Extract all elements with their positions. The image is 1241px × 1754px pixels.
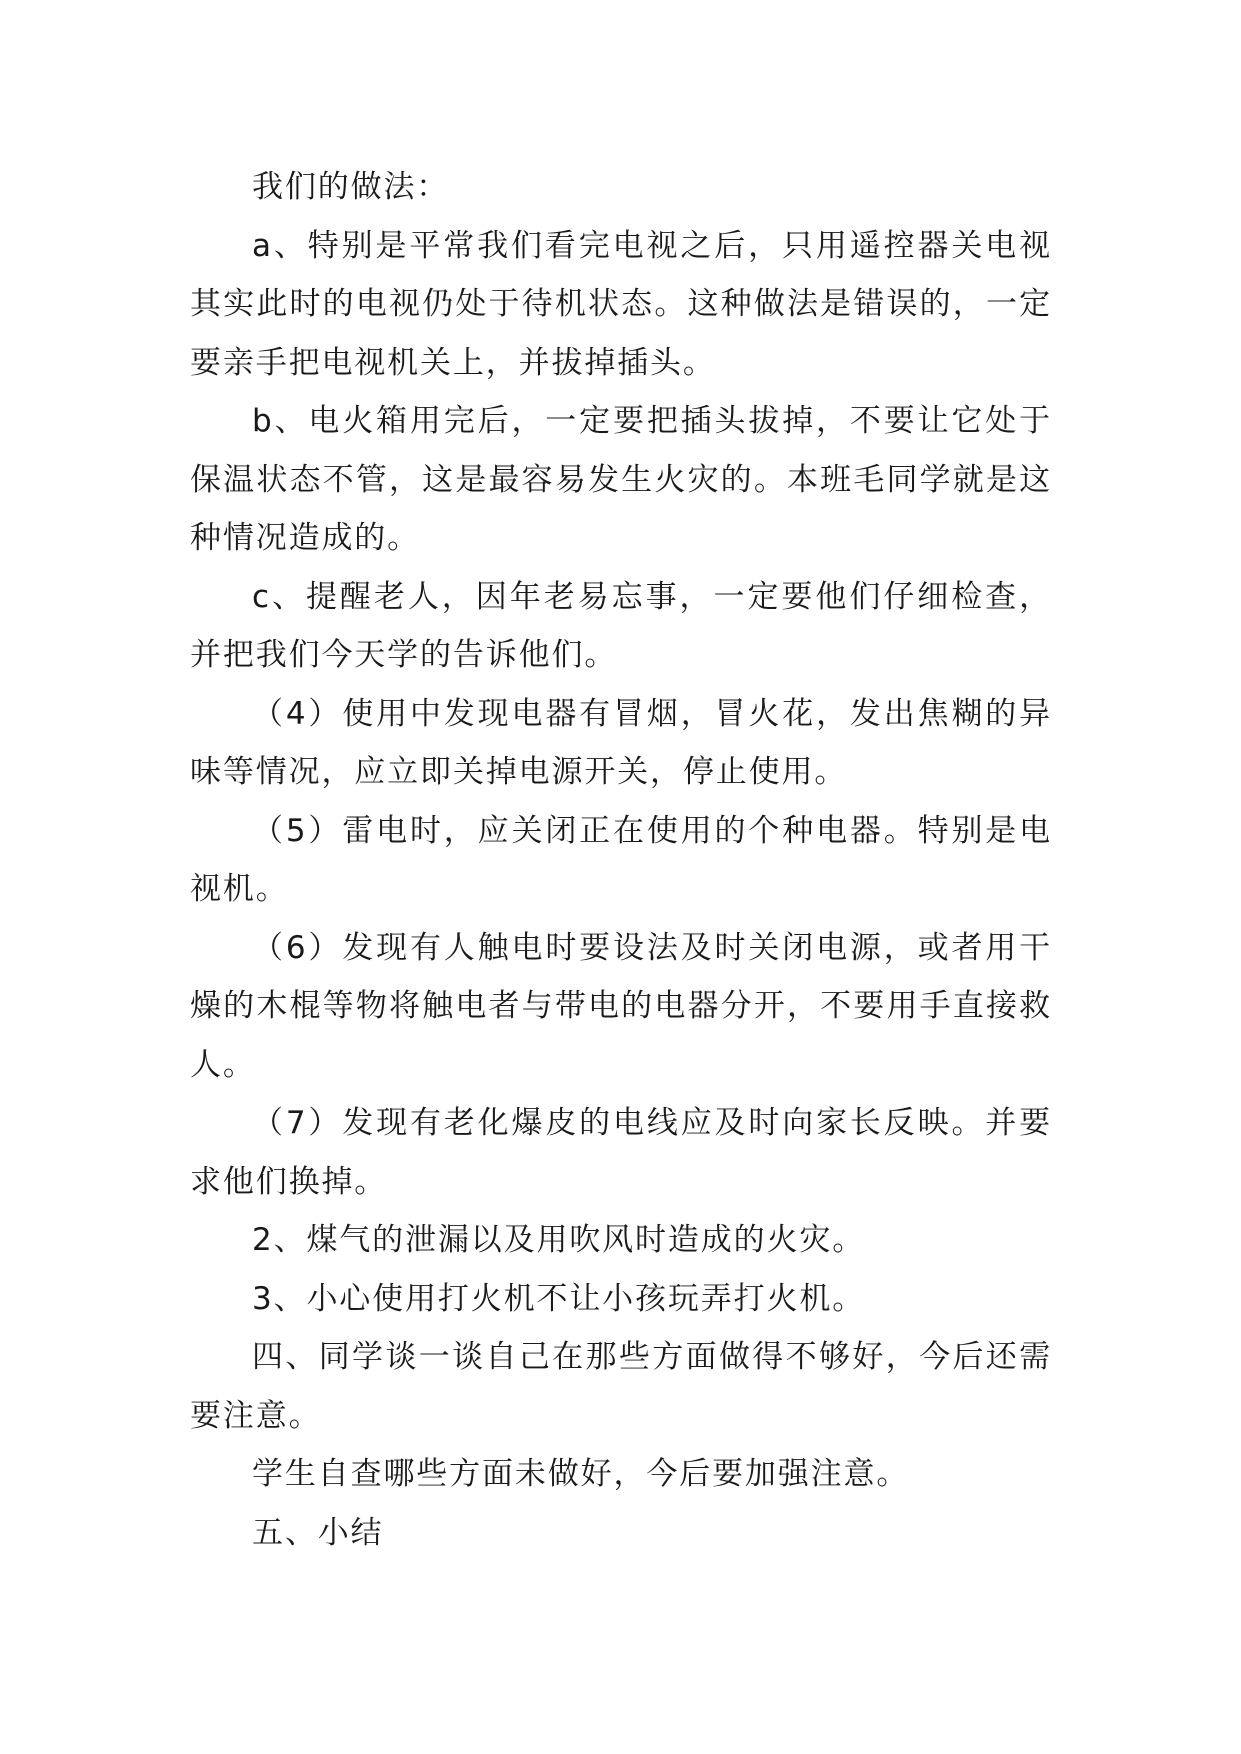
paragraph-section-4: 四、同学谈一谈自己在那些方面做得不够好，今后还需要注意。 (190, 1339, 1052, 1434)
paragraph-self-check: 学生自查哪些方面未做好，今后要加强注意。 (252, 1456, 910, 1492)
paragraph-section-5-summary: 五、小结 (252, 1514, 384, 1551)
paragraph-item-a: a、特别是平常我们看完电视之后，只用遥控器关电视其实此时的电视仍处于待机状态。这种做法是错误的，一定要亲手把电视机关上，并拔掉插头。 (190, 227, 1052, 381)
paragraph-item-4: （4）使用中发现电器有冒烟，冒火花，发出焦糊的异味等情况，应立即关掉电源开关，停止使用。 (190, 695, 1052, 790)
paragraph-item-c: c、提醒老人，因年老易忘事，一定要他们仔细检查，并把我们今天学的告诉他们。 (190, 578, 1052, 673)
paragraph-point-2: 2、煤气的泄漏以及用吹风时造成的火灾。 (252, 1222, 866, 1258)
document-body (190, 158, 1052, 1562)
paragraph-point-3: 3、小心使用打火机不让小孩玩弄打火机。 (252, 1280, 866, 1317)
paragraph-item-6: （6）发现有人触电时要设法及时关闭电源，或者用干燥的木棍等物将触电者与带电的电器分开，不要用手直接救人。 (190, 929, 1052, 1083)
paragraph-item-5: （5）雷电时，应关闭正在使用的个种电器。特别是电视机。 (190, 812, 1052, 907)
paragraph-item-7: （7）发现有老化爆皮的电线应及时向家长反映。并要求他们换掉。 (190, 1105, 1052, 1200)
paragraph-our-approach: 我们的做法： (252, 169, 450, 205)
paragraph-item-b: b、电火箱用完后，一定要把插头拔掉，不要让它处于保温状态不管，这是最容易发生火灾的。本班毛同学就是这种情况造成的。 (190, 403, 1052, 556)
